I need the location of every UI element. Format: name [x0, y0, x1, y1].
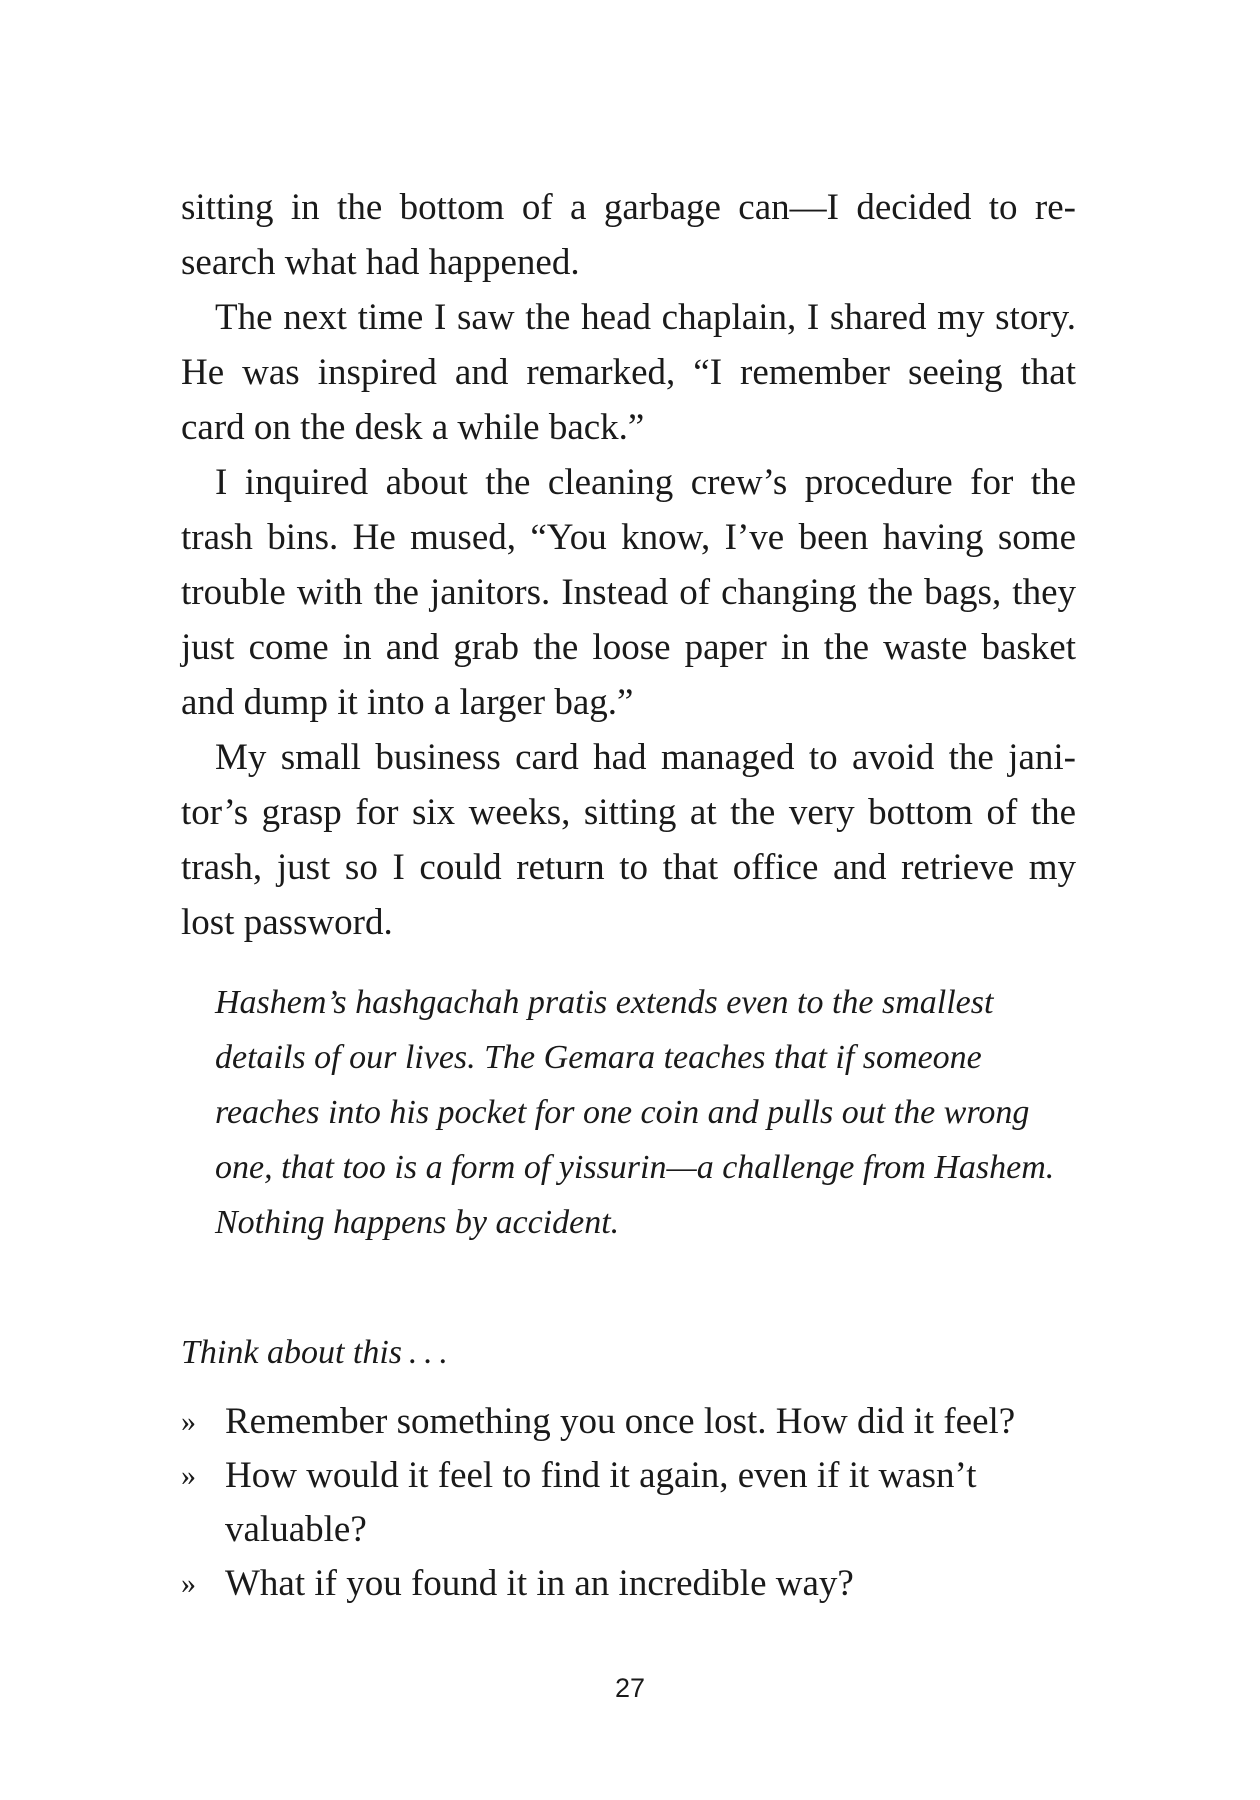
- body-paragraph: The next time I saw the head chaplain, I shared my story. He was inspired and remarked, “I remember seeing that card on the desk a while back.”: [181, 297, 1076, 448]
- question-item: [181, 1449, 1076, 1557]
- page-number: 27: [614, 1673, 646, 1703]
- lesson-quote-text: Hashem’s hashgachah pratis extends even to the smallest details of our lives. The Gemara teaches that if someone reaches into his pocket for one coin and pulls out the wrong one, that too is a form of yissurin—a challenge from Hashem. Nothing happens by accident.: [215, 984, 1055, 1241]
- question-item: [181, 1557, 1076, 1611]
- bullet-icon: »: [181, 1567, 196, 1600]
- think-about-heading: Think about this . . .: [181, 1334, 448, 1371]
- question-list: [181, 1395, 1076, 1611]
- lesson-quote: [215, 975, 1065, 1250]
- question-text: Remember something you once lost. How did it feel?: [225, 1401, 1016, 1442]
- body-paragraph: sitting in the bottom of a garbage can—I decided to research what had happened.: [181, 187, 1076, 283]
- question-text: How would it feel to find it again, even if it wasn’t valuable?: [225, 1455, 977, 1550]
- bullet-icon: »: [181, 1459, 196, 1492]
- body-text: [181, 180, 1076, 950]
- question-item: [181, 1395, 1076, 1449]
- body-paragraph: My small business card had managed to avoid the janitor’s grasp for six weeks, sitting at the very bottom of the trash, just so I could return to that office and retrieve my lost password.: [181, 737, 1076, 943]
- body-paragraph: I inquired about the cleaning crew’s procedure for the trash bins. He mused, “You know, I’ve been having some trouble with the janitors. Instead of changing the bags, they just come in and grab the loose paper in the waste basket and dump it into a larger bag.”: [181, 462, 1076, 723]
- bullet-icon: »: [181, 1405, 196, 1438]
- question-text: What if you found it in an incredible way?: [225, 1563, 854, 1604]
